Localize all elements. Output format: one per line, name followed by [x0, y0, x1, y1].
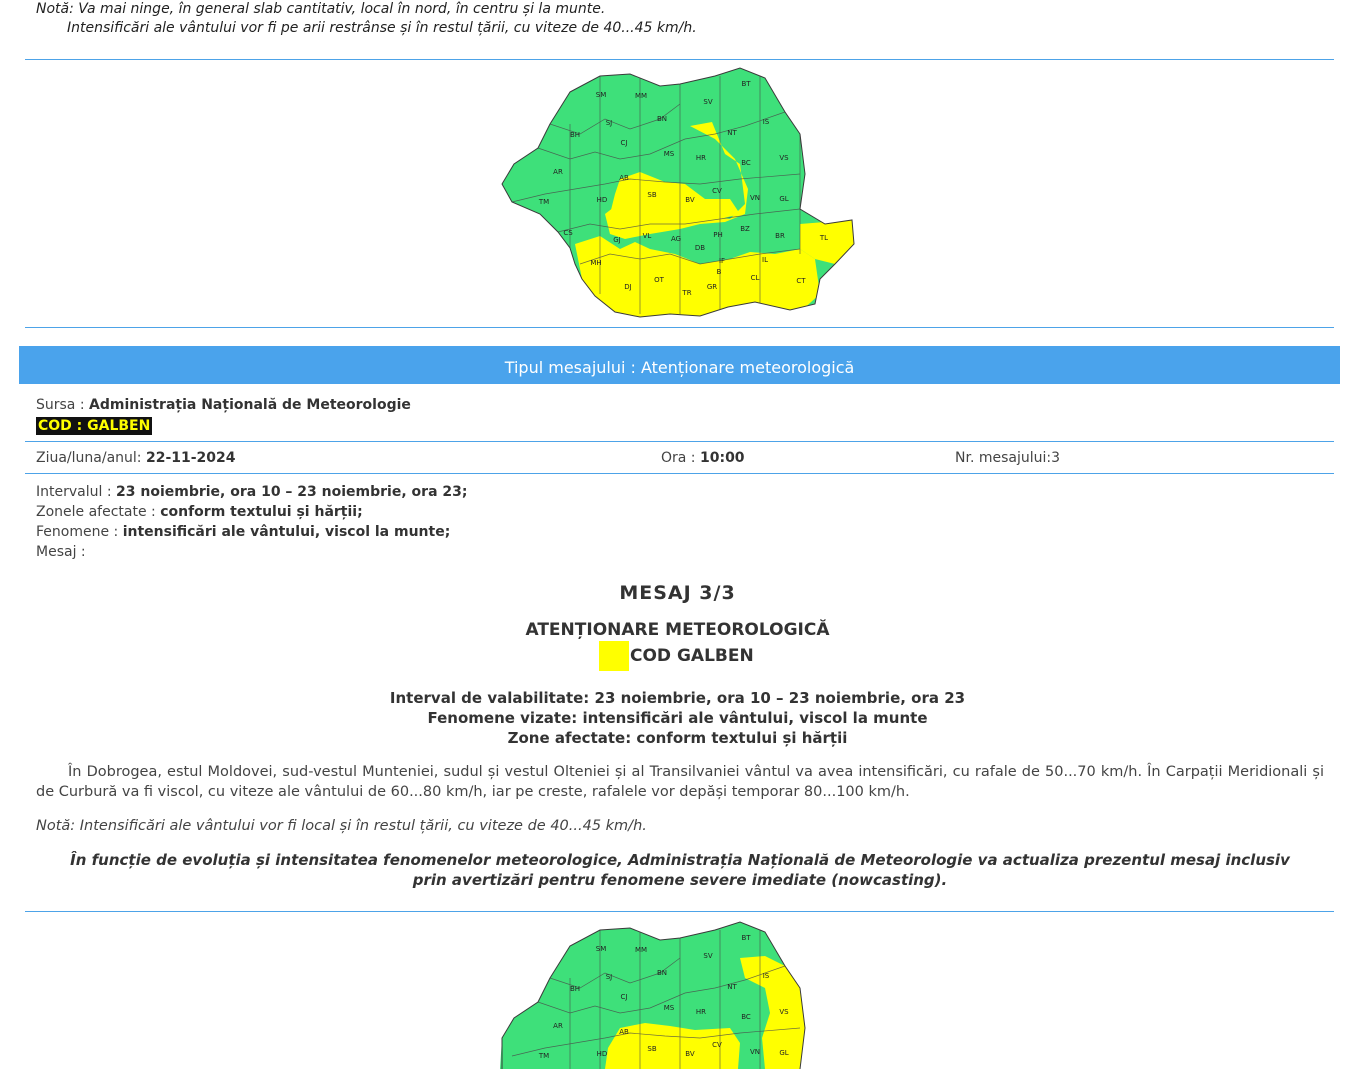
county-label-bz: BZ: [740, 225, 750, 233]
county-label-nt: NT: [727, 983, 737, 991]
county-label-br: BR: [775, 232, 785, 240]
message-body-text: În Dobrogea, estul Moldovei, sud-vestul Munteniei, sudul și vestul Olteniei și al Transilvaniei vântul va avea intensificări, cu rafale de 50...70 km/h. În Carpații Meridionali și de Curbură va fi viscol, cu viteze ale vântului de 60...80 km/h, iar pe creste, rafalele vor depăși temporar 80...100 km/h.: [36, 764, 1324, 800]
message-body: [36, 762, 1324, 802]
county-label-tm: TM: [538, 198, 550, 206]
county-label-vs: VS: [779, 1008, 789, 1016]
county-label-mh: MH: [590, 259, 602, 267]
county-label-mm: MM: [634, 92, 648, 100]
county-label-vs: VS: [779, 154, 789, 162]
county-label-bv: BV: [685, 196, 695, 204]
divider: [25, 911, 1334, 912]
county-label-mm: MM: [634, 946, 648, 954]
county-label-nt: NT: [727, 129, 737, 137]
county-label-db: DB: [694, 244, 706, 252]
interval-field: [36, 482, 467, 502]
cod-galben-text: COD GALBEN: [630, 646, 754, 666]
fields-block: [36, 482, 467, 562]
county-label-ar: AR: [553, 168, 563, 176]
county-label-bc: BC: [741, 1013, 751, 1021]
message-note: Notă: Intensificări ale vântului vor fi local și în restul țării, cu viteze de 40...45 km/h.: [36, 818, 647, 834]
county-label-sv: SV: [703, 98, 713, 106]
county-label-sj: SJ: [605, 119, 613, 127]
county-label-ct: CT: [796, 277, 806, 285]
county-label-dj: DJ: [624, 283, 632, 291]
county-label-ab: AB: [619, 174, 629, 182]
county-label-tr: TR: [682, 289, 692, 297]
county-label-sj: SJ: [605, 973, 613, 981]
county-label-ph: PH: [713, 231, 723, 239]
phenomena-line: Fenomene vizate: intensificări ale vântului, viscol la munte: [427, 709, 928, 727]
county-label-is: IS: [762, 118, 770, 126]
county-label-bh: BH: [569, 985, 581, 993]
interval-label: Intervalul :: [36, 484, 116, 500]
county-label-if: IF: [718, 257, 726, 265]
source-value: Administrația Națională de Meteorologie: [89, 397, 411, 413]
message-number: Nr. mesajului:3: [955, 450, 1061, 466]
phenomena-label: Fenomene :: [36, 524, 123, 540]
message-heading: MESAJ 3/3: [619, 582, 736, 604]
validity-line: Interval de valabilitate: 23 noiembrie, ora 10 – 23 noiembrie, ora 23: [389, 689, 966, 707]
county-label-b: B: [716, 268, 722, 276]
county-label-sb: SB: [647, 191, 657, 199]
county-label-vn: VN: [749, 194, 761, 202]
source-label: Sursa :: [36, 397, 90, 413]
county-label-bt: BT: [741, 80, 751, 88]
message-type-banner: [19, 346, 1340, 384]
county-label-ms: MS: [663, 150, 675, 158]
county-label-ar: AR: [553, 1022, 563, 1030]
county-label-hr: HR: [695, 154, 707, 162]
county-label-sb: SB: [647, 1045, 657, 1053]
zones-field: [36, 502, 467, 522]
county-label-hd: HD: [596, 196, 608, 204]
county-label-cl: CL: [750, 274, 760, 282]
zones-label: Zonele afectate :: [36, 504, 161, 520]
zones-line: Zone afectate: conform textului și hărții: [507, 729, 848, 747]
phenomena-value: intensificări ale vântului, viscol la munte;: [122, 524, 451, 540]
yellow-code-square: [599, 641, 629, 671]
message-label: Mesaj :: [36, 544, 86, 560]
county-label-bt: BT: [741, 934, 751, 942]
source-line: [36, 397, 411, 413]
county-label-ms: MS: [663, 1004, 675, 1012]
county-label-sm: SM: [595, 91, 607, 99]
county-label-il: IL: [762, 256, 768, 264]
zones-value: conform textului și hărții;: [160, 504, 363, 520]
county-label-vl: VL: [642, 232, 652, 240]
county-label-is: IS: [762, 972, 770, 980]
county-label-sv: SV: [703, 952, 713, 960]
county-label-gr: GR: [706, 283, 718, 291]
date-label: Ziua/luna/anul:: [36, 450, 146, 466]
county-label-bn: BN: [656, 115, 668, 123]
interval-value: 23 noiembrie, ora 10 – 23 noiembrie, ora 23;: [116, 484, 468, 500]
top-note-line1: Notă: Va mai ninge, în general slab cantitativ, local în nord, în centru și la munte.: [36, 1, 606, 17]
message-details: [0, 688, 1355, 748]
hour-label: Ora :: [661, 450, 700, 466]
county-label-ot: OT: [654, 276, 664, 284]
county-label-ab: AB: [619, 1028, 629, 1036]
county-label-sm: SM: [595, 945, 607, 953]
message-subheading: ATENȚIONARE METEOROLOGICĂ: [525, 620, 830, 640]
county-label-tl: TL: [819, 234, 829, 242]
county-label-cj: CJ: [620, 993, 628, 1001]
final-notice: În funcție de evoluția și intensitatea fenomenelor meteorologice, Administrația Națională de Meteorologie va actualiza prezentul mesaj inclusiv prin avertizări pentru fenomene severe imediate (nowcasting).: [70, 851, 1290, 889]
county-label-cv: CV: [712, 187, 722, 195]
divider: [25, 59, 1334, 60]
banner-title: Tipul mesajului : Atenționare meteorologică: [504, 358, 855, 377]
divider: [25, 441, 1334, 442]
top-note-line2: Intensificări ale vântului vor fi pe arii restrânse și în restul țării, cu viteze de 40...45 km/h.: [67, 20, 697, 36]
county-label-bv: BV: [685, 1050, 695, 1058]
county-label-cj: CJ: [620, 139, 628, 147]
cod-badge: COD : GALBEN: [38, 418, 151, 434]
county-label-cs: CS: [563, 229, 573, 237]
county-label-tm: TM: [538, 1052, 550, 1060]
county-label-gl: GL: [779, 195, 789, 203]
date-field: [36, 450, 236, 466]
date-value: 22-11-2024: [145, 450, 236, 466]
cod-galben-line: [599, 641, 754, 671]
romania-map-previous: [500, 64, 860, 320]
county-label-ag: AG: [670, 235, 682, 243]
county-label-bc: BC: [741, 159, 751, 167]
county-label-cv: CV: [712, 1041, 722, 1049]
county-label-bn: BN: [656, 969, 668, 977]
county-label-hr: HR: [695, 1008, 707, 1016]
romania-map-current: [500, 918, 860, 1069]
top-note: [36, 0, 697, 38]
hour-field: [661, 450, 745, 466]
county-label-bh: BH: [569, 131, 581, 139]
county-label-gl: GL: [779, 1049, 789, 1057]
county-label-hd: HD: [596, 1050, 608, 1058]
county-label-vn: VN: [749, 1048, 761, 1056]
county-label-gj: GJ: [613, 236, 621, 244]
divider: [25, 473, 1334, 474]
hour-value: 10:00: [699, 450, 745, 466]
phenomena-field: [36, 522, 467, 542]
divider: [25, 327, 1334, 328]
